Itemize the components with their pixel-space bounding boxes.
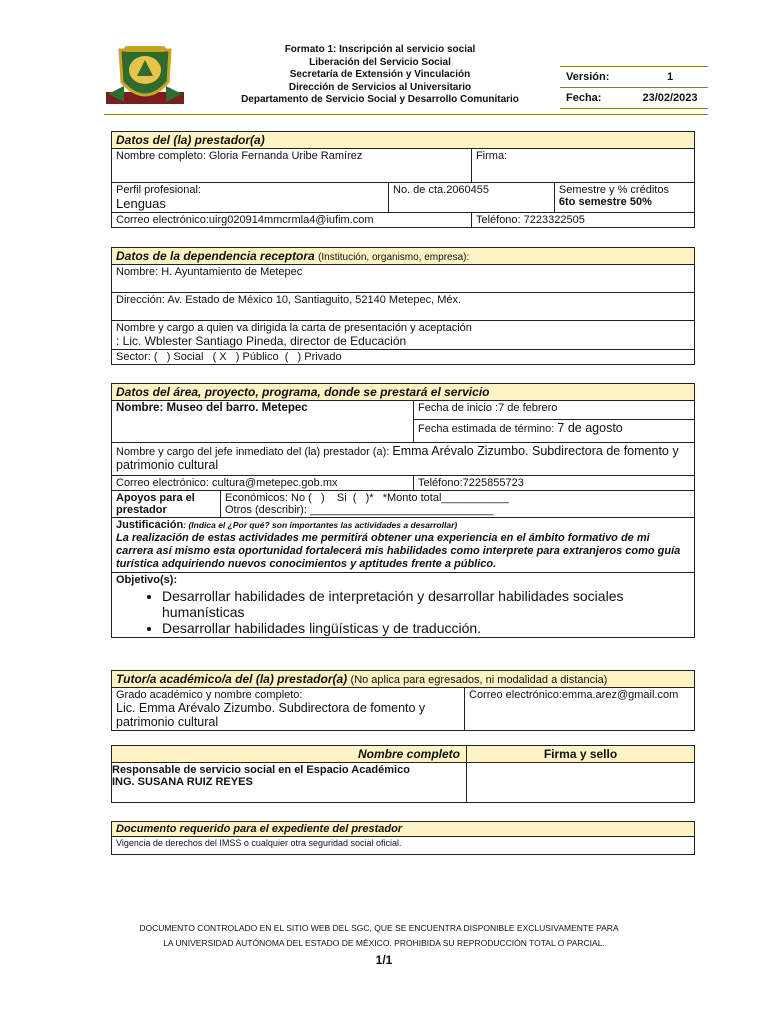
header-line-3: Secretaría de Extensión y Vinculación (289, 69, 471, 80)
responsable-line2: ING. SUSANA RUIZ REYES (112, 776, 253, 788)
prestador-section (111, 131, 695, 228)
perfil-value: Lenguas (116, 196, 166, 211)
numero-cuenta: No. de cta.2060455 (389, 183, 555, 213)
header-line-1: Formato 1: Inscripción al servicio social (284, 44, 476, 55)
version-label: Versión: (560, 67, 632, 88)
university-seal-logo (104, 42, 186, 110)
tutor-grado-value: Lic. Emma Arévalo Zizumbo. Subdirectora de fomento y patrimonio cultural (116, 701, 426, 729)
header-line-2: Liberación del Servicio Social (309, 56, 451, 68)
fecha-value: 23/02/2023 (632, 88, 708, 109)
apoyos-label: Apoyos para el prestador (112, 491, 221, 518)
document-header (220, 44, 540, 107)
area-nombre: Nombre: Museo del barro. Metepec (112, 401, 414, 443)
perfil-label: Perfil profesional: (116, 184, 201, 196)
footer-line-1: DOCUMENTO CONTROLADO EN EL SITIO WEB DEL SGC, QUE SE ENCUENTRA DISPONIBLE EXCLUSIVAMENTE PARA (139, 923, 619, 933)
tutor-section-title: Tutor/a académico/a del (la) prestador(a) (116, 672, 348, 686)
dependencia-nombre: Nombre: H. Ayuntamiento de Metepec (112, 265, 695, 293)
responsable-col-nombre: Nombre completo (112, 746, 467, 763)
footer-line-2: LA UNIVERSIDAD AUTÓNOMA DEL ESTADO DE MÉXICO. PROHIBIDA SU REPRODUCCIÓN TOTAL O PARCIAL. (163, 938, 605, 948)
fecha-inicio: Fecha de inicio :7 de febrero (414, 401, 695, 420)
jefe-label: Nombre y cargo del jefe inmediato del (la) prestador (a): (116, 446, 390, 458)
tutor-grado-label: Grado académico y nombre completo: (116, 689, 303, 701)
documento-text: Vigencia de derechos del IMSS o cualquier otra seguridad social oficial. (112, 837, 695, 855)
objetivos-list (116, 588, 690, 636)
apoyos-otros: Otros (describir): ______________________________ (225, 504, 494, 516)
tutor-section (111, 670, 695, 731)
responsable-line1: Responsable de servicio social en el Espacio Académico (112, 764, 410, 776)
prestador-nombre: Nombre completo: Gloria Fernanda Uribe Ramírez (112, 149, 472, 183)
version-value: 1 (632, 67, 708, 88)
area-correo: Correo electrónico: cultura@metepec.gob.mx (112, 476, 414, 491)
area-section-title: Datos del área, proyecto, programa, donde se prestará el servicio (112, 384, 695, 401)
carta-label: Nombre y cargo a quien va dirigida la carta de presentación y aceptación (116, 322, 472, 334)
dependencia-section-title: Datos de la dependencia receptora (116, 249, 315, 263)
prestador-firma: Firma: (471, 149, 694, 183)
fecha-termino-value: 7 de agosto (557, 421, 623, 435)
firma-sello-box (467, 763, 695, 803)
tutor-correo: Correo electrónico:emma.arez@gmail.com (465, 688, 695, 731)
apoyos-economicos: Económicos: No ( ) Si ( )* *Monto total___________ (225, 492, 509, 504)
documento-section (111, 821, 695, 855)
justificacion-label: Justificación (116, 519, 184, 531)
sector-options: Sector: ( ) Social ( X ) Público ( ) Privado (112, 350, 695, 365)
responsable-col-firma: Firma y sello (467, 746, 695, 763)
tutor-title-note: (No aplica para egresados, ni modalidad a distancia) (350, 674, 608, 686)
fecha-termino-label: Fecha estimada de término: (418, 423, 555, 435)
version-table (560, 66, 708, 109)
justificacion-text: La realización de estas actividades me permitirá obtener una experiencia en el ámbito formativo de mi carrera así mismo esta oportunidad fortalecerá mis habilidades como interprete para extranjeros como guía turística adquiriendo nuevos conocimientos y aptitudes frente a público. (116, 532, 681, 570)
prestador-section-title: Datos del (la) prestador(a) (112, 132, 695, 149)
footer-notice (0, 921, 768, 951)
header-divider (104, 114, 708, 115)
header-line-5: Departamento de Servicio Social y Desarrollo Comunitario (241, 94, 519, 105)
objetivo-item: • Desarrollar habilidades lingüísticas y de traducción. (162, 620, 690, 636)
carta-value: : Lic. Wblester Santiago Pineda, director de Educación (116, 334, 407, 348)
objetivo-item: • Desarrollar habilidades de interpretación y desarrollar habilidades sociales humanísticas (162, 588, 690, 620)
fecha-label: Fecha: (560, 88, 632, 109)
justificacion-note: : (Indica el ¿Por qué? son importantes las actividades a desarrollar) (183, 520, 458, 530)
documento-section-title: Documento requerido para el expediente del prestador (112, 822, 695, 837)
dependencia-title-note: (Institución, organismo, empresa): (318, 252, 470, 263)
semestre-label: Semestre y % créditos (558, 184, 669, 196)
area-section (111, 383, 695, 638)
objetivo-label: Objetivo(s): (116, 574, 178, 586)
prestador-telefono: Teléfono: 7223322505 (471, 213, 694, 228)
header-line-4: Dirección de Servicios al Universitario (288, 81, 472, 93)
dependencia-section (111, 247, 695, 365)
page-number: 1/1 (375, 953, 393, 967)
semestre-value: 6to semestre 50% (558, 196, 652, 208)
jefe-value: Emma Arévalo Zizumbo. Subdirectora de fomento y patrimonio cultural (116, 444, 679, 472)
prestador-correo: Correo electrónico:uirg020914mmcrmla4@iufim.com (112, 213, 472, 228)
responsable-section (111, 745, 695, 803)
area-telefono: Teléfono:7225855723 (414, 476, 695, 491)
dependencia-direccion: Dirección: Av. Estado de México 10, Santiaguito, 52140 Metepec, Méx. (112, 293, 695, 321)
